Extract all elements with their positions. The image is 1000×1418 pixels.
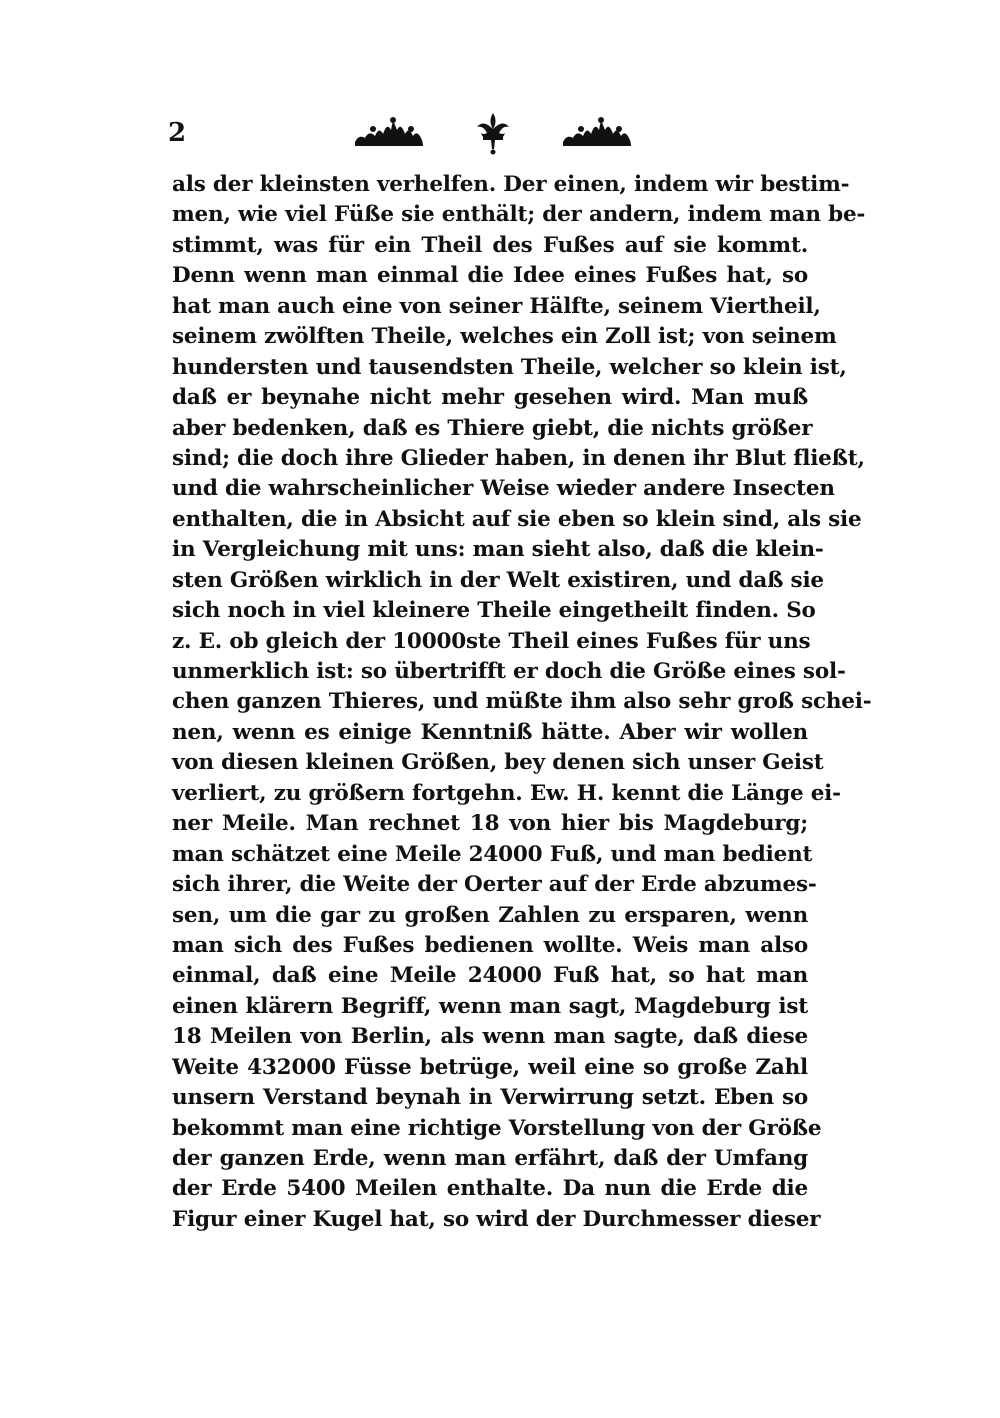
text-line: Figur einer Kugel hat, so wird der Durchmesser dieser: [172, 1206, 821, 1232]
text-line: z. E. ob gleich der 10000ste Theil eines Fußes für uns: [172, 628, 811, 654]
text-line: einen klärern Begriff, wenn man sagt, Magdeburg ist: [172, 993, 808, 1019]
text-line: seinem zwölften Theile, welches ein Zoll ist; von seinem: [172, 324, 837, 350]
text-line: sen, um die gar zu großen Zahlen zu ersparen, wenn: [172, 902, 808, 928]
text-line: verliert, zu größern fortgehn. Ew. H. kennt die Länge ei-: [172, 780, 841, 806]
text-line: Weite 432000 Füsse betrüge, weil eine so große Zahl: [172, 1054, 808, 1080]
text-line: aber bedenken, daß es Thiere giebt, die nichts größer: [172, 415, 813, 441]
right-scroll-ornament-icon: [561, 116, 633, 150]
text-line: von diesen kleinen Größen, bey denen sich unser Geist: [172, 750, 824, 776]
left-scroll-ornament-icon: [353, 116, 425, 150]
text-line: der ganzen Erde, wenn man erfährt, daß der Umfang: [172, 1146, 808, 1171]
text-line: in Vergleichung mit uns: man sieht also, daß die klein-: [172, 537, 824, 563]
fleur-de-lis-icon: [473, 111, 513, 155]
text-line: daß er beynahe nicht mehr gesehen wird. Man muß: [172, 385, 808, 411]
text-line: als der kleinsten verhelfen. Der einen, indem wir bestim-: [172, 172, 850, 197]
fleuron-ornament-icon: [318, 108, 668, 158]
text-line: ner Meile. Man rechnet 18 von hier bis Magdeburg;: [172, 811, 808, 837]
text-line: 18 Meilen von Berlin, als wenn man sagte, daß diese: [172, 1024, 808, 1050]
text-line: man sich des Fußes bedienen wollte. Weis man also: [172, 932, 808, 958]
text-line: stimmt, was für ein Theil des Fußes auf sie kommt.: [172, 232, 808, 258]
text-line: und die wahrscheinlicher Weise wieder andere Insecten: [172, 476, 835, 502]
text-line: sich ihrer, die Weite der Oerter auf der Erde abzumes-: [172, 872, 817, 898]
text-line: enthalten, die in Absicht auf sie eben so klein sind, als sie: [172, 506, 862, 532]
text-line: chen ganzen Thieres, und müßte ihm also sehr groß schei-: [172, 689, 872, 715]
text-line: nen, wenn es einige Kenntniß hätte. Aber wir wollen: [172, 719, 808, 745]
text-line: unmerklich ist: so übertrifft er doch die Größe eines sol-: [172, 659, 846, 684]
text-line: hat man auch eine von seiner Hälfte, seinem Viertheil,: [172, 293, 821, 319]
page-number: 2: [168, 118, 187, 148]
text-line: sich noch in viel kleinere Theile eingetheilt finden. So: [172, 598, 816, 624]
text-line: sten Größen wirklich in der Welt existiren, und daß sie: [172, 567, 824, 593]
text-line: men, wie viel Füße sie enthält; der andern, indem man be-: [172, 202, 866, 228]
text-line: unsern Verstand beynah in Verwirrung setzt. Eben so: [172, 1085, 808, 1111]
text-line: einmal, daß eine Meile 24000 Fuß hat, so hat man: [172, 963, 808, 989]
text-line: man schätzet eine Meile 24000 Fuß, und man bedient: [172, 841, 813, 867]
text-line: hundersten und tausendsten Theile, welcher so klein ist,: [172, 354, 847, 380]
text-line: sind; die doch ihre Glieder haben, in denen ihr Blut fließt,: [172, 445, 865, 471]
text-line: Denn wenn man einmal die Idee eines Fußes hat, so: [172, 263, 808, 289]
text-line: der Erde 5400 Meilen enthalte. Da nun die Erde die: [172, 1176, 808, 1202]
text-line: bekommt man eine richtige Vorstellung von der Größe: [172, 1115, 822, 1141]
body-text: [172, 170, 872, 1235]
